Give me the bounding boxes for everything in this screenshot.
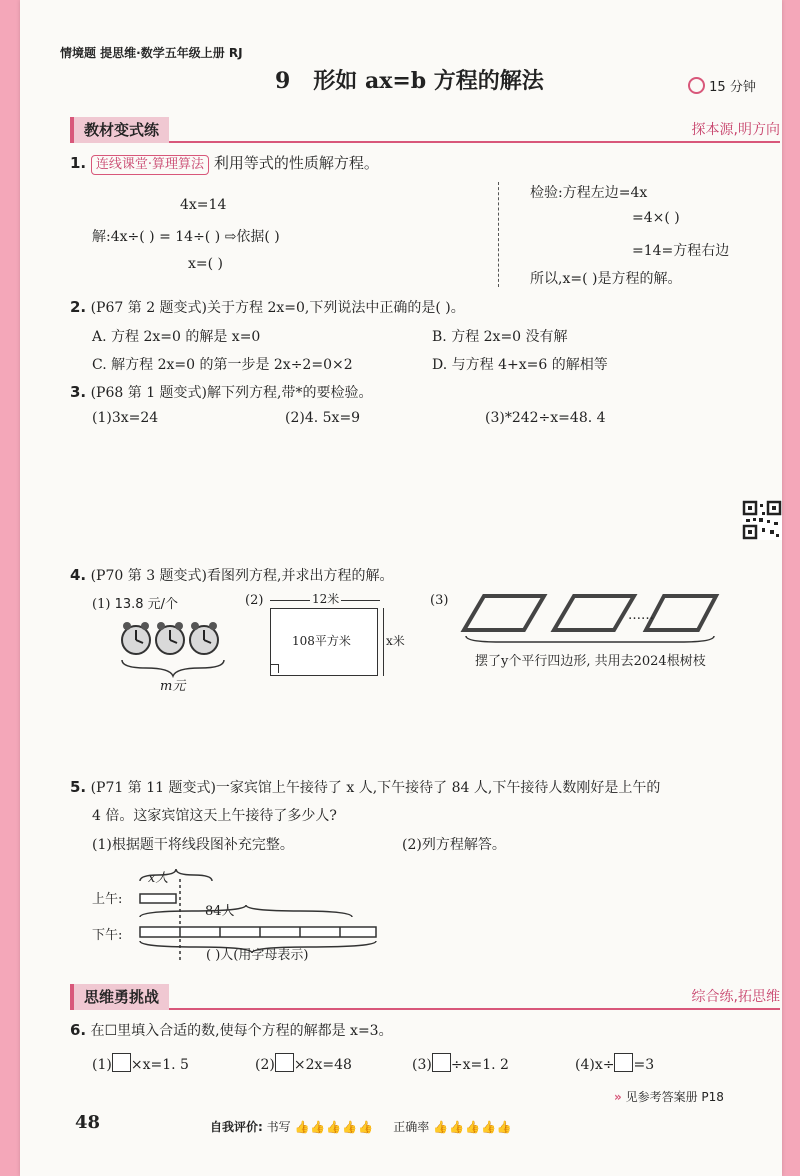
section-thinking-challenge bbox=[70, 984, 780, 1010]
brace-label: m元 bbox=[160, 679, 186, 694]
question-6-stem: 6. 在☐里填入合适的数,使每个方程的解都是 x=3。 bbox=[70, 1021, 393, 1039]
section-tag: 思维勇挑战 bbox=[70, 984, 169, 1010]
divider bbox=[498, 182, 499, 287]
thumbs-up-icon[interactable]: 👍👍👍👍👍 bbox=[294, 1120, 375, 1134]
question-1-stem: 1. 连线课堂·算理算法 利用等式的性质解方程。 bbox=[70, 152, 379, 175]
question-tag: 连线课堂·算理算法 bbox=[91, 155, 209, 175]
q3-part-3: (3)*242÷x=48. 4 bbox=[485, 410, 606, 426]
q1-check-line3: =14=方程右边 bbox=[632, 243, 730, 259]
q3-part-1: (1)3x=24 bbox=[92, 410, 159, 426]
lesson-number: 9 bbox=[275, 68, 291, 94]
pm-label: 下午: bbox=[92, 928, 123, 943]
answer-reference: » 见参考答案册 P18 bbox=[614, 1090, 724, 1104]
thumbs-up-icon[interactable]: 👍👍👍👍👍 bbox=[433, 1120, 513, 1134]
section-slogan: 综合练,拓思维 bbox=[691, 989, 780, 1005]
answer-box[interactable] bbox=[275, 1053, 294, 1072]
self-evaluation: 自我评价: 书写 👍👍👍👍👍 正确率 👍👍👍👍👍 bbox=[210, 1120, 513, 1134]
q6-part-4: (4)x÷ =3 bbox=[575, 1053, 654, 1073]
answer-box[interactable] bbox=[112, 1053, 131, 1072]
q1-eq-line2: 解:4x÷( ) = 14÷( ) ⇨依据( ) bbox=[92, 229, 280, 245]
am-value: x人 bbox=[148, 871, 169, 886]
series-header: 情境题 提思维·数学五年级上册 RJ bbox=[60, 46, 243, 60]
q5-part-1: (1)根据题干将线段图补充完整。 bbox=[92, 837, 294, 853]
q2-option-b: B. 方程 2x=0 没有解 bbox=[432, 329, 568, 345]
question-2-stem: 2. (P67 第 2 题变式)关于方程 2x=0,下列说法中正确的是( )。 bbox=[70, 298, 465, 316]
am-label: 上午: bbox=[92, 892, 123, 907]
area-label: 108平方米 bbox=[292, 634, 351, 648]
qr-code bbox=[742, 500, 782, 540]
section-textbook-variants bbox=[70, 117, 780, 143]
q6-part-3: (3) ÷x=1. 2 bbox=[412, 1053, 509, 1073]
lesson-title: 形如 ax=b 方程的解法 bbox=[313, 68, 544, 94]
pm-value: 84人 bbox=[205, 904, 235, 919]
q4-part-2: (2) bbox=[245, 593, 264, 608]
q1-check-line1: 检验:方程左边=4x bbox=[530, 185, 648, 201]
q1-check-line4: 所以,x=( )是方程的解。 bbox=[530, 271, 682, 287]
q2-option-a: A. 方程 2x=0 的解是 x=0 bbox=[92, 329, 261, 345]
timer-label: 15 分钟 bbox=[709, 80, 756, 95]
q3-part-2: (2)4. 5x=9 bbox=[285, 410, 361, 426]
line-segment-diagram bbox=[136, 865, 486, 965]
double-chevron-icon: » bbox=[614, 1090, 622, 1104]
page-title bbox=[275, 64, 544, 95]
price-label: 13.8 元/个 bbox=[114, 597, 179, 612]
question-4-stem: 4. (P70 第 3 题变式)看图列方程,并求出方程的解。 bbox=[70, 566, 394, 584]
section-tag: 教材变式练 bbox=[70, 117, 169, 143]
height-dimension-line bbox=[383, 608, 384, 676]
ellipsis: …… bbox=[628, 608, 654, 623]
timer bbox=[688, 76, 756, 95]
question-5-stem-line2: 4 倍。这家宾馆这天上午接待了多少人? bbox=[92, 808, 337, 824]
q6-part-2: (2) ×2x=48 bbox=[255, 1053, 352, 1073]
q6-part-1: (1) ×x=1. 5 bbox=[92, 1053, 189, 1073]
height-label: x米 bbox=[386, 634, 405, 648]
figure-caption: 摆了y个平行四边形, 共用去2024根树枝 bbox=[475, 654, 706, 669]
right-angle-mark bbox=[270, 664, 279, 673]
question-3-stem: 3. (P68 第 1 题变式)解下列方程,带*的要检验。 bbox=[70, 383, 373, 401]
q1-eq-line3: x=( ) bbox=[188, 256, 223, 272]
q4-part-3: (3) bbox=[430, 593, 449, 608]
width-label: 12米 bbox=[312, 592, 340, 606]
worksheet-page bbox=[20, 0, 782, 1176]
answer-box[interactable] bbox=[614, 1053, 633, 1072]
pm-answer-hint: ( )人(用字母表示) bbox=[206, 948, 309, 963]
page-number: 48 bbox=[75, 1112, 101, 1133]
q1-eq-line1: 4x=14 bbox=[180, 197, 227, 213]
q4-part-1: (1) 13.8 元/个 bbox=[92, 597, 179, 612]
question-5-stem-line1: 5. (P71 第 11 题变式)一家宾馆上午接待了 x 人,下午接待了 84 人,下午接待人数刚好是上午的 bbox=[70, 778, 661, 796]
q1-check-line2: =4×( ) bbox=[632, 210, 680, 226]
parallelogram-sticks-figure bbox=[460, 588, 720, 644]
section-slogan: 探本源,明方向 bbox=[691, 122, 780, 138]
q2-option-d: D. 与方程 4+x=6 的解相等 bbox=[432, 357, 608, 373]
q5-part-2: (2)列方程解答。 bbox=[402, 837, 506, 853]
clock-icon bbox=[688, 77, 705, 94]
q2-option-c: C. 解方程 2x=0 的第一步是 2x÷2=0×2 bbox=[92, 357, 353, 373]
answer-box[interactable] bbox=[432, 1053, 451, 1072]
